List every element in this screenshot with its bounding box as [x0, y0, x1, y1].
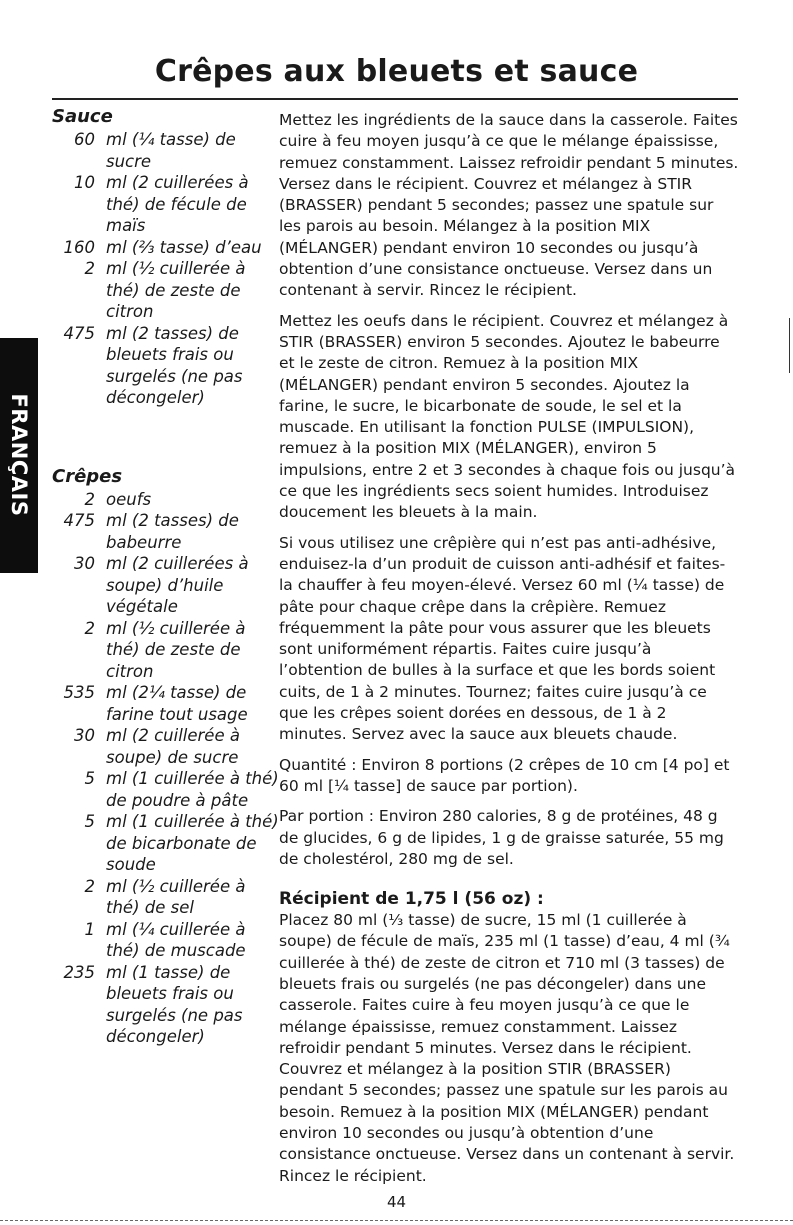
- ingredient-row: [52, 618, 282, 683]
- ingredient-qty: 5: [84, 812, 95, 831]
- ingredient-desc: ml (1 cuillerée à thé) de poudre à pâte: [106, 769, 279, 810]
- ingredient-desc: ml (2 cuillerées à thé) de fécule de maïs: [106, 173, 249, 235]
- page-title: Crêpes aux bleuets et sauce: [154, 54, 639, 89]
- ingredient-qty: 160: [63, 237, 95, 257]
- ingredient-row: [52, 919, 282, 962]
- ingredient-desc: ml (2¼ tasse) de farine tout usage: [106, 683, 248, 724]
- ingredient-desc: oeufs: [106, 489, 152, 509]
- ingredient-desc: ml (⅔ tasse) d’eau: [106, 237, 262, 257]
- instructions-column: [279, 110, 739, 1196]
- ingredient-desc: ml (1 tasse) de bleuets frais ou surgelés (ne pas décongeler): [106, 962, 243, 1046]
- ingredient-desc: ml (1 cuillerée à thé) de bicarbonate de soude: [106, 812, 279, 874]
- ingredient-qty: 10: [74, 173, 95, 192]
- sauce-ingredient-list: [52, 129, 282, 409]
- page-edge-rule: [0, 1220, 793, 1221]
- ingredient-qty: 475: [63, 511, 95, 530]
- ingredient-row: [52, 172, 282, 237]
- language-tab-label: FRANÇAIS: [7, 393, 31, 517]
- ingredient-row: [52, 489, 282, 511]
- crepes-ingredient-list: [52, 489, 282, 1048]
- ingredient-desc: ml (2 cuillerée à soupe) de sucre: [106, 726, 240, 767]
- ingredient-row: [52, 237, 282, 259]
- ingredient-qty: 2: [84, 618, 95, 638]
- margin-mark: [789, 318, 790, 373]
- ingredient-row: [52, 962, 282, 1048]
- ingredient-row: [52, 258, 282, 323]
- language-tab: [0, 338, 38, 573]
- ingredient-row: [52, 768, 282, 811]
- ingredient-desc: ml (¼ cuillerée à thé) de muscade: [106, 919, 246, 960]
- ingredient-qty: 535: [63, 683, 95, 702]
- ingredient-qty: 2: [84, 259, 95, 278]
- instruction-paragraph: Si vous utilisez une crêpière qui n’est pas anti-adhésive, enduisez-la d’un produit de cuisson anti-adhésif et faites-la chauffer à feu moyen-élevé. Versez 60 ml (¼ tasse) de pâte pour chaque crêpe dans la crêpière. Remuez fréquemment la pâte pour vous assurer que les bleuets sont uniformément répartis. Faites cuire jusqu’à l’obtention de bulles à la surface et que les bords soient cuits, de 1 à 2 minutes. Tournez; faites cuire jusqu’à ce que les crêpes soient dorées en dessous, de 1 à 2 minutes. Servez avec la sauce aux bleuets chaude.: [279, 533, 726, 744]
- ingredient-qty: 1: [84, 919, 95, 939]
- ingredient-qty: 30: [74, 554, 95, 573]
- ingredient-desc: ml (½ cuillerée à thé) de zeste de citron: [106, 259, 246, 321]
- ingredient-desc: ml (½ cuillerée à thé) de zeste de citron: [106, 618, 246, 681]
- ingredient-row: [52, 682, 282, 725]
- ingredient-row: [52, 811, 282, 876]
- ingredient-qty: 5: [84, 769, 95, 788]
- ingredient-qty: 475: [63, 323, 95, 343]
- instruction-paragraph: Mettez les ingrédients de la sauce dans la casserole. Faites cuire à feu moyen jusqu’à ce que le mélange épaississe, remuez constamment. Laissez refroidir pendant 5 minutes. Versez dans le récipient. Couvrez et mélangez à STIR (BRASSER) pendant 5 secondes; passez une spatule sur les parois au besoin. Mélangez à la position MIX (MÉLANGER) pendant environ 10 secondes ou jusqu’à obtention d’une consistance onctueuse. Versez dans un contenant à servir. Rincez le récipient.: [279, 111, 739, 300]
- ingredient-row: [52, 323, 282, 409]
- page-number: 44: [386, 1193, 407, 1211]
- ingredient-desc: ml (2 cuillerées à soupe) d’huile végétale: [106, 554, 249, 616]
- yield-paragraph: Quantité : Environ 8 portions (2 crêpes de 10 cm [4 po] et 60 ml [¼ tasse] de sauce par portion).: [279, 755, 730, 795]
- instruction-paragraph: Mettez les oeufs dans le récipient. Couvrez et mélangez à STIR (BRASSER) environ 5 secondes. Ajoutez le babeurre et le zeste de citron. Remuez à la position MIX (MÉLANGER) pendant environ 5 secondes. Ajoutez la farine, le sucre, le bicarbonate de soude, le sel et la muscade. En utilisant la fonction PULSE (IMPULSION), remuez à la position MIX (MÉLANGER), environ 5 impulsions, entre 2 et 3 secondes à chaque fois ou jusqu’à ce que les ingrédients secs soient humides. Introduisez doucement les bleuets à la main.: [279, 311, 736, 522]
- ingredient-row: [52, 510, 282, 553]
- container-size-heading: Récipient de 1,75 l (56 oz) :: [279, 889, 544, 910]
- ingredient-qty: 60: [74, 130, 95, 149]
- ingredient-row: [52, 129, 282, 172]
- ingredient-qty: 30: [74, 726, 95, 745]
- sauce-heading: Sauce: [52, 106, 113, 127]
- ingredient-desc: ml (2 tasses) de babeurre: [106, 511, 239, 552]
- ingredient-desc: ml (½ cuillerée à thé) de sel: [106, 876, 246, 917]
- crepes-heading: Crêpes: [52, 465, 123, 487]
- ingredients-column: [52, 105, 282, 1048]
- ingredient-desc: ml (2 tasses) de bleuets frais ou surgelés (ne pas décongeler): [106, 323, 243, 407]
- ingredient-row: [52, 553, 282, 618]
- instruction-paragraph: Placez 80 ml (⅓ tasse) de sucre, 15 ml (1 cuillerée à soupe) de fécule de maïs, 235 ml (1 tasse) d’eau, 4 ml (¾ cuillerée à thé) de zeste de citron et 710 ml (3 tasses) de bleuets frais ou surgelés (ne pas décongeler) dans une casserole. Faites cuire à feu moyen jusqu’à ce que le mélange épaississe, remuez constamment. Laissez refroidir pendant 5 minutes. Versez dans le récipient. Couvrez et mélangez à la position STIR (BRASSER) pendant 5 secondes; passez une spatule sur les parois au besoin. Remuez à la position MIX (MÉLANGER) pendant environ 10 secondes ou jusqu’à obtention d’une consistance onctueuse. Versez dans un contenant à servir. Rincez le récipient.: [279, 911, 735, 1185]
- title-divider: [52, 98, 738, 100]
- nutrition-paragraph: Par portion : Environ 280 calories, 8 g de protéines, 48 g de glucides, 6 g de lipides, 1 g de graisse saturée, 55 mg de cholestérol, 280 mg de sel.: [279, 807, 724, 868]
- ingredient-qty: 2: [84, 876, 95, 896]
- ingredient-qty: 235: [63, 962, 95, 982]
- ingredient-desc: ml (¼ tasse) de sucre: [106, 130, 236, 171]
- ingredient-row: [52, 876, 282, 919]
- ingredient-row: [52, 725, 282, 768]
- ingredient-qty: 2: [84, 489, 95, 509]
